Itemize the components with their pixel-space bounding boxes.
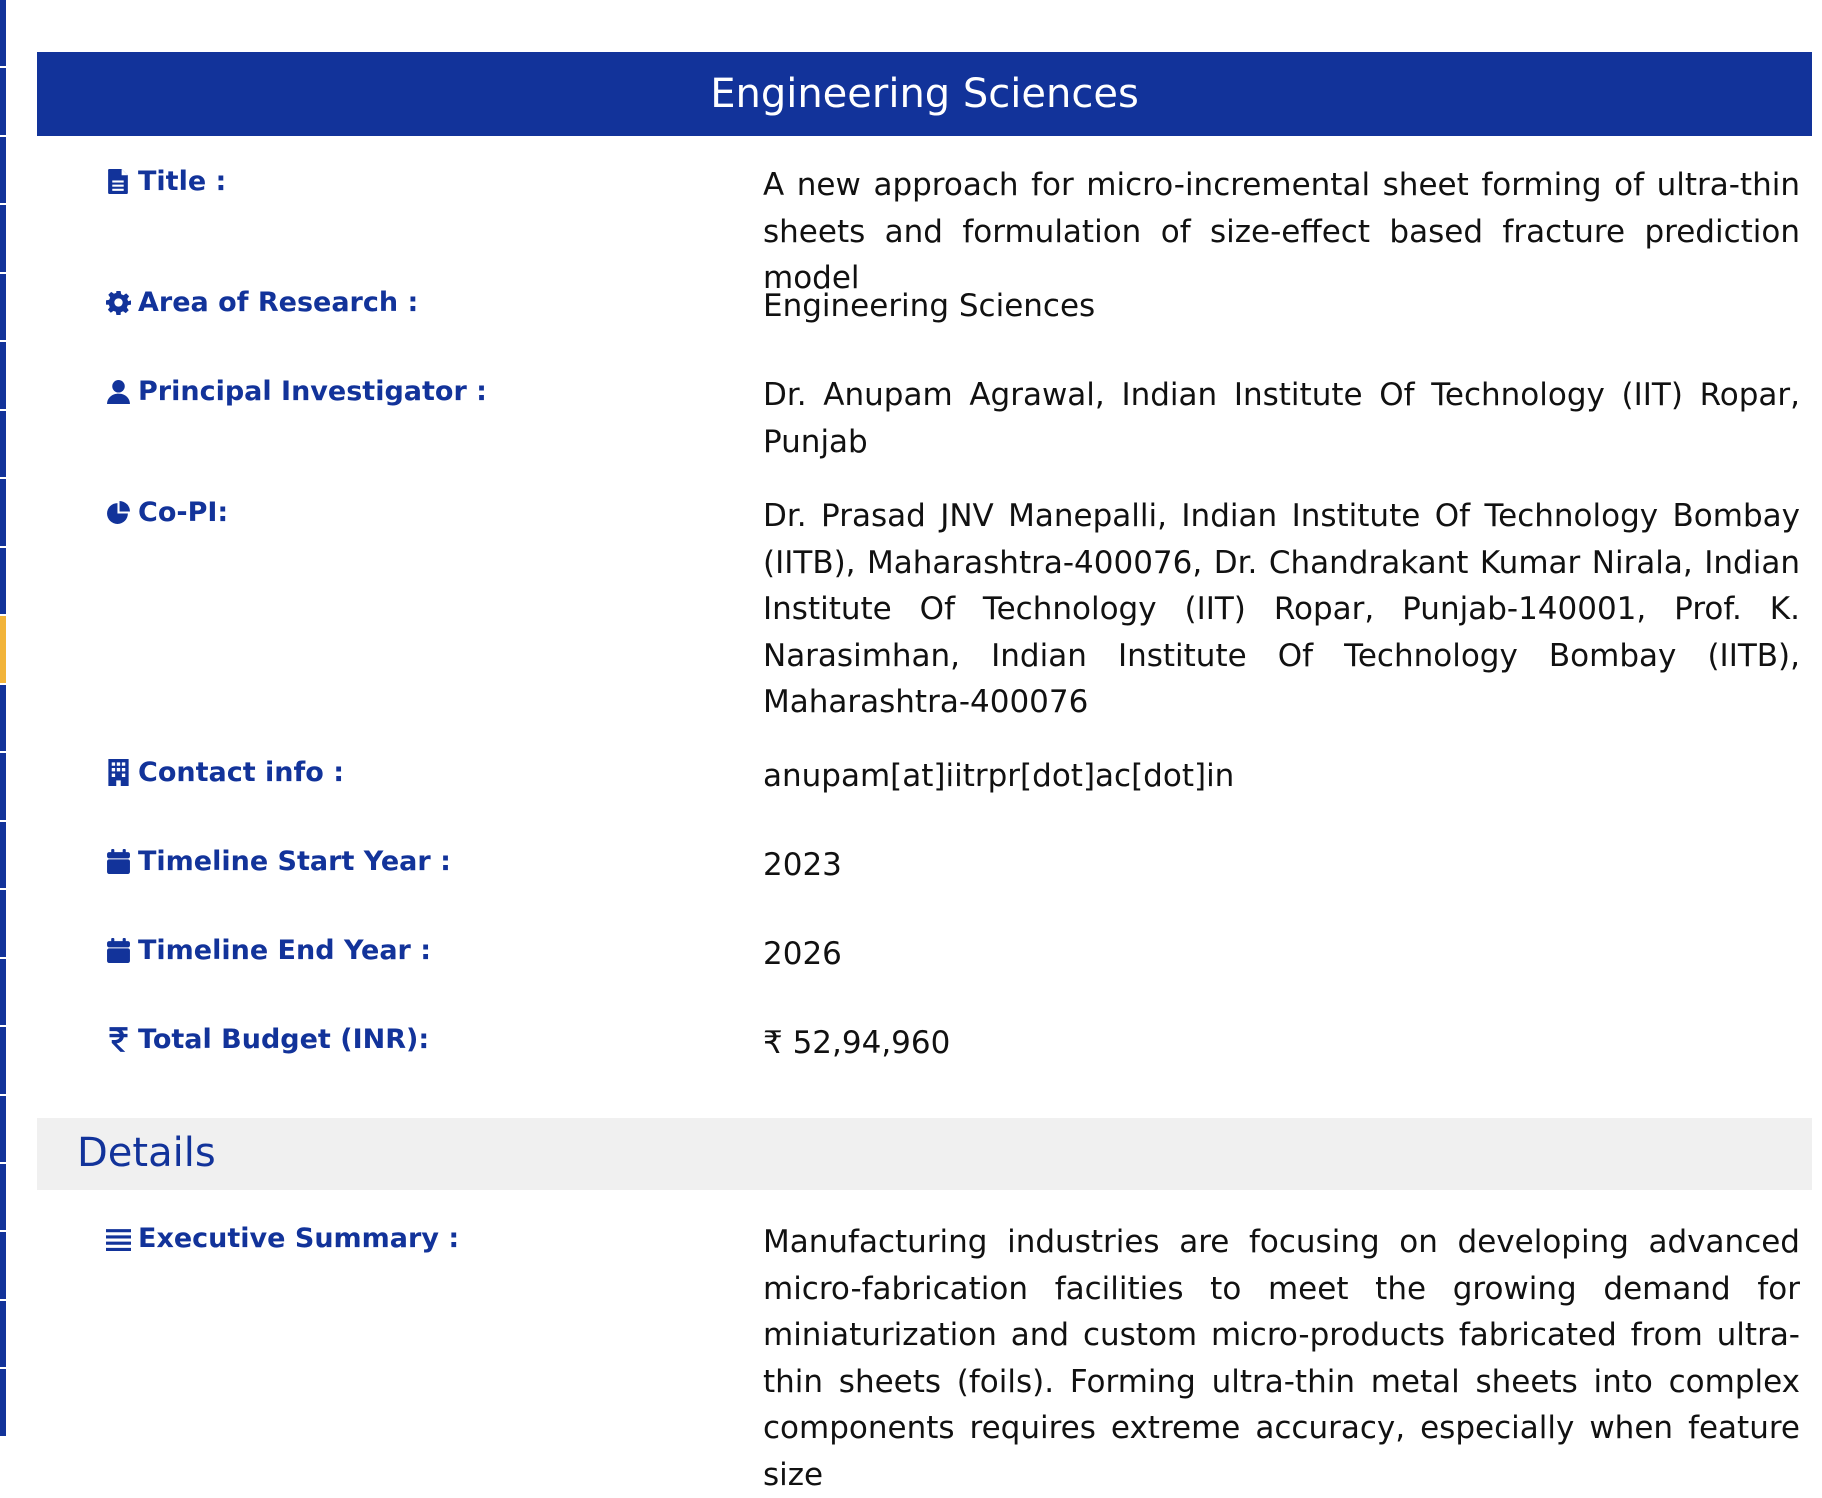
field-value-contact: anupam[at]iitrpr[dot]ac[dot]in	[763, 758, 1235, 794]
document-icon	[106, 168, 131, 195]
field-value-pi: Dr. Anupam Agrawal, Indian Institute Of Technology (IIT) Ropar, Punjab	[763, 377, 1800, 460]
field-label-end-year: Timeline End Year :	[106, 935, 431, 966]
field-value-start-year: 2023	[763, 847, 842, 883]
field-value-end-year: 2026	[763, 936, 842, 972]
pie-chart-icon	[106, 499, 131, 526]
field-label-copi: Co-PI:	[106, 497, 228, 528]
field-label-contact: Contact info :	[106, 757, 344, 788]
field-label-start-year: Timeline Start Year :	[106, 846, 451, 877]
list-icon	[106, 1225, 131, 1252]
page-title: Engineering Sciences	[710, 71, 1139, 117]
calendar-icon	[106, 937, 131, 964]
rupee-icon	[106, 1026, 131, 1053]
user-icon	[106, 378, 131, 405]
field-label-budget: Total Budget (INR):	[106, 1024, 429, 1055]
details-title: Details	[77, 1130, 216, 1176]
field-value-area: Engineering Sciences	[763, 288, 1096, 324]
gear-icon	[106, 289, 131, 316]
building-icon	[106, 759, 131, 786]
calendar-icon	[106, 848, 131, 875]
field-label-area: Area of Research :	[106, 287, 418, 318]
page-header	[37, 52, 1812, 136]
field-value-title: A new approach for micro-incremental sheet forming of ultra-thin sheets and formulation of size-effect based fracture prediction model	[763, 167, 1800, 296]
field-label-executive-summary: Executive Summary :	[106, 1223, 459, 1254]
field-label-title: Title :	[106, 166, 226, 197]
field-value-copi: Dr. Prasad JNV Manepalli, Indian Institute Of Technology Bombay (IITB), Maharashtra-400076, Dr. Chandrakant Kumar Nirala, Indian Institute Of Technology (IIT) Ropar, Punjab-140001, Prof. K. Narasimhan, Indian Institute Of Technology Bombay (IITB), Maharashtra-400076	[763, 498, 1800, 720]
field-label-pi: Principal Investigator :	[106, 376, 487, 407]
details-section-header	[37, 1118, 1812, 1190]
field-value-executive-summary: Manufacturing industries are focusing on developing advanced micro-fabrication facilities to meet the growing demand for miniaturization and custom micro-products fabricated from ultra-thin sheets (foils). Forming ultra-thin metal sheets into complex components requires extreme accuracy, especially when feature size	[763, 1224, 1800, 1493]
field-value-budget: ₹ 52,94,960	[763, 1025, 951, 1061]
left-edge-strip	[0, 0, 6, 1438]
